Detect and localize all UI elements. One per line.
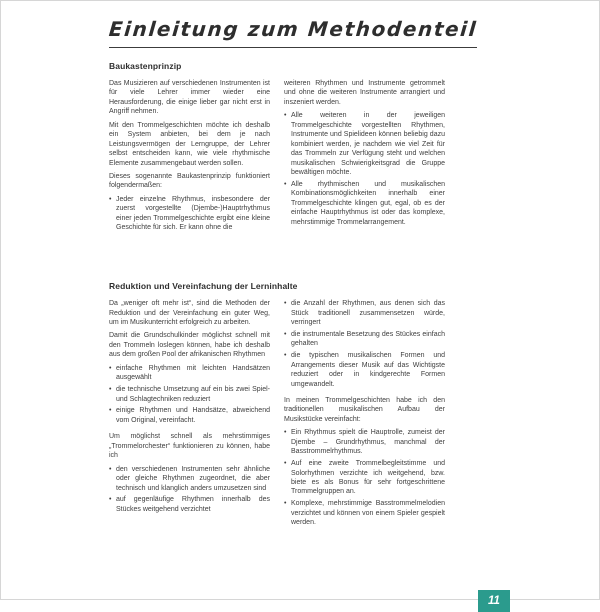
bullet-marker: • [109, 386, 112, 394]
bullet-text: die instrumentale Besetzung des Stückes einfach gehalten [291, 330, 445, 348]
bullet-marker: • [284, 180, 287, 188]
paragraph: Damit die Grundschulkinder möglichst schnell mit den Trommeln loslegen können, habe ich deshalb aus dem großen Pool der afrikanischen Rhythmen [109, 332, 270, 359]
bullet-text: Alle rhythmischen und musikalischen Kombinationsmöglichkeiten innerhalb einer Trommelgeschichte klingen gut, egal, ob es der einfache Hauptrhythmus ist oder das komplexe, mehrstimmige Trommelarrangement. [291, 180, 445, 226]
bullet-text: einfache Rhythmen mit leichten Handsätzen ausgewählt [116, 364, 270, 382]
bullet-text: die technische Umsetzung auf ein bis zwei Spiel- und Schlagtechniken reduziert [116, 386, 270, 403]
bullet-marker: • [284, 352, 287, 360]
bullet-marker: • [109, 195, 112, 203]
left-column [109, 79, 270, 235]
bullet-marker: • [109, 496, 112, 504]
section-heading: Baukastenprinzip [109, 61, 182, 71]
bullet-item [109, 364, 270, 383]
page-title: Einleitung zum Methodenteil [107, 17, 479, 41]
bullet-item [109, 406, 270, 425]
bullet-item [284, 459, 445, 497]
bullet-marker: • [284, 429, 287, 437]
bullet-item [284, 428, 445, 456]
paragraph: Das Musizieren auf verschiedenen Instrumenten ist für viele Lehrer immer wieder eine Herausforderung, die einige lieber gar nicht erst in Angriff nehmen. [109, 80, 270, 116]
bullet-marker: • [284, 112, 287, 120]
bullet-item [284, 330, 445, 349]
bullet-text: den verschiedenen Instrumenten sehr ähnliche oder gleiche Rhythmen zugeordnet, die aber technisch und klanglich anders umzusetzen sind [116, 465, 270, 492]
bullet-item [284, 299, 445, 327]
section-heading: Reduktion und Vereinfachung der Lerninhalte [109, 281, 298, 292]
bullet-text: die typischen musikalischen Formen und Arrangements dieser Musik auf das Wichtigste reduziert oder in kindgerechte Formen umgewandelt. [291, 352, 445, 388]
bullet-marker: • [109, 364, 112, 372]
paragraph: weiteren Rhythmen und Instrumente getrommelt und ohne die weiteren Instrumente arrangiert und inszeniert werden. [284, 80, 445, 106]
bullet-text: die Anzahl der Rhythmen, aus denen sich das Stück traditionell zusammensetzen würde, verringert [291, 300, 445, 326]
bullet-item [284, 351, 445, 389]
paragraph: Mit den Trommelgeschichten möchte ich deshalb ein System anbieten, bei dem je nach Leistungsvermögen der Lerngruppe, der Lehrer selbst entscheiden kann, wie viele rhythmische Elemente zusammengebaut werden sollen. [109, 121, 270, 167]
right-column [284, 79, 445, 235]
bullet-text: Alle weiteren in der jeweiligen Trommelgeschichte vorgestellten Rhythmen, Instrumente und Spielideen können beliebig dazu kombiniert werden, je nachdem wie viel Zeit für das Trommeln zur Verfügung steht und welchen musikalischen Schwierigkeitsgrad die Gruppe bewältigen möchte. [291, 112, 445, 176]
paragraph: Dieses sogenannte Baukastenprinzip funktioniert folgendermaßen: [109, 172, 270, 190]
two-column-layout [109, 79, 445, 235]
section-baukastenprinzip [109, 61, 445, 235]
bullet-item [284, 180, 445, 227]
bullet-marker: • [284, 300, 287, 308]
bullet-text: auf gegenläufige Rhythmen innerhalb des Stückes weitgehend verzichtet [116, 496, 270, 513]
bullet-marker: • [284, 460, 287, 468]
bullet-marker: • [284, 330, 287, 338]
title-underline [109, 17, 477, 48]
bullet-text: Auf eine zweite Trommelbegleitstimme und Solorhythmen verzichte ich weitgehend, bzw. biete es als Bonus für sehr fortgeschrittene Trommelgruppen an. [291, 460, 445, 496]
right-column [284, 299, 445, 530]
page-number: 11 [488, 595, 500, 607]
bullet-item [109, 195, 270, 233]
bullet-text: einige Rhythmen und Handsätze, abweichend vom Original, vereinfacht. [116, 407, 270, 424]
bullet-marker: • [284, 500, 287, 508]
page-content [107, 17, 479, 530]
bullet-item [109, 495, 270, 514]
bullet-item [284, 111, 445, 177]
paragraph: Um möglichst schnell als mehrstimmiges „Trommelorchester“ funktionieren zu können, habe ich [109, 433, 270, 460]
left-column [109, 299, 270, 530]
bullet-item [109, 385, 270, 404]
paragraph: In meinen Trommelgeschichten habe ich den traditionellen musikalischen Aufbau der Musikstücke vereinfacht: [284, 397, 445, 423]
two-column-layout [109, 299, 445, 530]
bullet-text: Ein Rhythmus spielt die Hauptrolle, zumeist der Djembe – Grundrhythmus, manchmal der Basstrommelrhythmus. [291, 429, 445, 456]
bullet-marker: • [109, 465, 112, 473]
section-reduktion [109, 281, 445, 530]
paragraph: Da „weniger oft mehr ist“, sind die Methoden der Reduktion und der Vereinfachung ein guter Weg, um im Musikunterricht erfolgreich zu arbeiten. [109, 300, 270, 326]
bullet-item [109, 465, 270, 493]
bullet-marker: • [109, 407, 112, 415]
bullet-text: Jeder einzelne Rhythmus, insbesondere der zuerst vorgestellte (Djembe-)Hauptrhythmus einer jeden Trommelgeschichte ergibt eine kleine Geschichte für sich. Er kann ohne die [116, 195, 270, 232]
bullet-item [284, 499, 445, 527]
bullet-text: Komplexe, mehrstimmige Basstrommelmelodien verzichtet und können von einem Spieler gespielt werden. [291, 500, 445, 527]
page-number-badge [478, 590, 510, 612]
